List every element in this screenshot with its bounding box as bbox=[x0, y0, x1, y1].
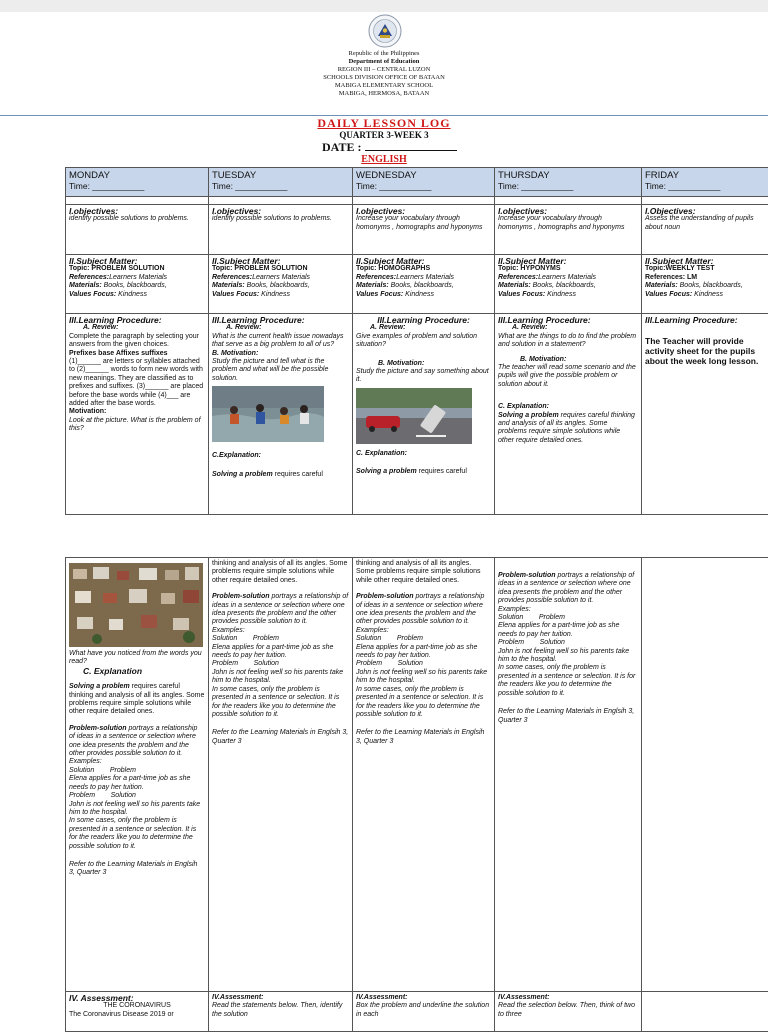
refer-text: Refer to the Learning Materials in Englsih 3, Quarter 3 bbox=[212, 729, 349, 746]
motivation-text: Study the picture and say something about it. bbox=[356, 368, 491, 385]
assessment-friday bbox=[642, 992, 768, 1032]
flood-rescue-photo bbox=[212, 386, 324, 442]
topic: Topic: PROBLEM SOLUTION bbox=[212, 265, 349, 273]
motivation-heading bbox=[498, 356, 638, 364]
ps-bold: Problem-solution bbox=[498, 572, 556, 579]
example-1: Elena applies for a part-time job as she needs to pay her tuition. bbox=[212, 644, 349, 661]
ref-value: Learners Materials bbox=[252, 274, 310, 281]
assessment-label: IV.Assessment: bbox=[356, 994, 491, 1002]
cases-text: In some cases, only the problem is presented in a sentence or selection. It is for the readers like you to determine the possible solution to it. bbox=[212, 686, 349, 720]
motivation-text: Look at the picture. What is the problem of this? bbox=[69, 417, 205, 434]
solving-cont: thinking and analysis of all its angles. Some problems require simple solutions while other require detailed ones. bbox=[212, 560, 349, 585]
quarter-label: QUARTER 3-WEEK 3 bbox=[0, 130, 768, 140]
problem-col: Problem bbox=[397, 635, 423, 642]
assessment-text: Read the statements below. Then, identify the solution bbox=[212, 1002, 349, 1019]
examples-label: Examples: bbox=[498, 606, 638, 614]
affixes-title: Prefixes base Affixes suffixes bbox=[69, 350, 205, 358]
procedure-thursday bbox=[495, 314, 642, 515]
refer-text: Refer to the Learning Materials in Englsih 3, Quarter 3 bbox=[498, 708, 638, 725]
review-text: Give examples of problem and solution situation? bbox=[356, 333, 491, 350]
subject-matter-tuesday bbox=[209, 255, 353, 314]
page-title: DAILY LESSON LOG bbox=[0, 116, 768, 131]
ref-value: Learners Materials bbox=[109, 274, 167, 281]
motivation-letter: B. bbox=[520, 356, 527, 363]
mat-label: Materials: bbox=[498, 282, 531, 289]
spacer-cell bbox=[353, 197, 495, 205]
solving-line bbox=[69, 683, 205, 691]
mat-label: Materials: bbox=[212, 282, 245, 289]
example-header-1 bbox=[498, 614, 638, 622]
problem-col: Problem bbox=[356, 660, 382, 667]
ps-rest: portrays a relationship of ideas in a sentence or selection where one idea presents the problem and the other provides possible solution to it. bbox=[69, 725, 197, 757]
motivation-text: The teacher will read some scenario and the pupils will give the possible problem or solution about it. bbox=[498, 364, 638, 389]
review-label: Review: bbox=[521, 324, 547, 331]
cases-text: In some cases, only the problem is presented in a sentence or selection. It is for the readers like you to determine the possible solution to it. bbox=[69, 817, 205, 851]
top-strip bbox=[0, 0, 768, 12]
procedure-monday bbox=[66, 314, 209, 515]
ref-value: Learners Materials bbox=[396, 274, 454, 281]
time-field: Time: ___________ bbox=[212, 181, 349, 191]
header-region: REGION III – CENTRAL LUZON bbox=[0, 66, 768, 74]
examples-label: Examples: bbox=[212, 627, 349, 635]
spacer-cell bbox=[209, 197, 353, 205]
subject-matter-label: II.Subject Matter: bbox=[356, 257, 491, 265]
solving-rest: requires careful thinking and analysis of all its angles. Some problems require simple solutions while other require detailed ones. bbox=[498, 412, 635, 444]
subject-matter-thursday bbox=[495, 255, 642, 314]
explanation-wednesday bbox=[353, 558, 495, 992]
mat-label: Materials: bbox=[645, 282, 678, 289]
ref-value: Learners Materials bbox=[538, 274, 596, 281]
assessment-text: Box the problem and underline the solution in each bbox=[356, 1002, 491, 1019]
explanation-heading bbox=[69, 667, 205, 675]
procedure-label: III.Learning Procedure: bbox=[498, 316, 638, 324]
problem-col: Problem bbox=[498, 639, 524, 646]
motivation-label: Motivation: bbox=[69, 408, 205, 416]
day-header-thursday bbox=[495, 168, 642, 197]
day-name: TUESDAY bbox=[212, 170, 349, 181]
solving-cont: thinking and analysis of all its angles. Some problems require simple solutions while other require detailed ones. bbox=[356, 560, 491, 585]
solution-col: Solution bbox=[398, 660, 423, 667]
explanation-heading: C.Explanation: bbox=[212, 452, 349, 460]
problem-col: Problem bbox=[69, 792, 95, 799]
references-line bbox=[356, 274, 491, 282]
procedure-label: III.Learning Procedure: bbox=[69, 316, 205, 324]
subject-matter-friday bbox=[642, 255, 768, 314]
objectives-label: I.objectives: bbox=[498, 207, 638, 215]
car-accident-photo bbox=[356, 388, 472, 444]
procedure-friday bbox=[642, 314, 768, 515]
objectives-tuesday bbox=[209, 205, 353, 255]
review-text: What are the things to do to find the problem and solution in a statement? bbox=[498, 333, 638, 350]
review-text: What is the current health issue nowadays that serve as a big problem to all of us? bbox=[212, 333, 349, 350]
ps-rest: portrays a relationship of ideas in a sentence or selection where one idea presents the problem and the other provides possible solution to it. bbox=[212, 593, 348, 625]
objectives-text: identify possible solutions to problems. bbox=[69, 215, 189, 222]
ps-bold: Problem-solution bbox=[69, 725, 127, 732]
materials-line bbox=[356, 282, 491, 290]
mat-value: Books, blackboards, bbox=[531, 282, 596, 289]
ps-bold: Problem-solution bbox=[356, 593, 414, 600]
objectives-label: I.objectives: bbox=[212, 207, 349, 215]
assessment-wednesday bbox=[353, 992, 495, 1032]
review-label: Review: bbox=[92, 324, 118, 331]
objectives-text: Increase your vocabulary through homonyms , homographs and hyponyms bbox=[356, 215, 482, 230]
references-line bbox=[69, 274, 205, 282]
objectives-friday bbox=[642, 205, 768, 255]
values-line bbox=[645, 291, 765, 299]
mat-value: Books, blackboards, bbox=[678, 282, 743, 289]
explanation-thursday bbox=[495, 558, 642, 992]
example-2: John is not feeling well so his parents take him to the hospital. bbox=[212, 669, 349, 686]
ref-label: References: bbox=[69, 274, 109, 281]
solution-col: Solution bbox=[111, 792, 136, 799]
ref-label: References: bbox=[498, 274, 538, 281]
solving-bold: Solving a problem bbox=[498, 412, 559, 419]
review-heading bbox=[212, 324, 349, 332]
objectives-label: I.objectives: bbox=[356, 207, 491, 215]
header-division: SCHOOLS DIVISION OFFICE OF BATAAN bbox=[0, 74, 768, 82]
objectives-label: I.Objectives: bbox=[645, 207, 765, 215]
val-value: Kindness bbox=[545, 291, 576, 298]
examples-label: Examples: bbox=[69, 758, 205, 766]
solving-bold: Solving a problem bbox=[356, 468, 417, 475]
spacer-cell bbox=[642, 197, 768, 205]
explanation-friday bbox=[642, 558, 768, 992]
subject-matter-label: II.Subject Matter: bbox=[645, 257, 765, 265]
explanation-letter: C. bbox=[83, 666, 92, 676]
motivation-heading bbox=[356, 360, 491, 368]
val-value: Kindness bbox=[259, 291, 290, 298]
review-letter: A. bbox=[226, 324, 233, 331]
ps-line bbox=[212, 593, 349, 627]
assessment-text: Read the selection below. Then, think of two to three bbox=[498, 1002, 638, 1019]
review-heading bbox=[498, 324, 638, 332]
assessment-tuesday bbox=[209, 992, 353, 1032]
cases-text: In some cases, only the problem is presented in a sentence or selection. It is for the readers like you to determine the possible solution to it. bbox=[356, 686, 491, 720]
date-field bbox=[322, 140, 457, 155]
solving-line bbox=[212, 471, 349, 479]
example-header-2 bbox=[356, 660, 491, 668]
materials-line bbox=[69, 282, 205, 290]
day-header-tuesday bbox=[209, 168, 353, 197]
explanation-heading: C. Explanation: bbox=[498, 403, 638, 411]
example-header-1 bbox=[356, 635, 491, 643]
example-header-2 bbox=[498, 639, 638, 647]
assessment-title: THE CORONAVIRUS bbox=[69, 1002, 205, 1010]
review-label: Review: bbox=[379, 324, 405, 331]
time-field: Time: ___________ bbox=[69, 181, 205, 191]
objectives-text: Increase your vocabulary through homonyms , homographs and hyponyms bbox=[498, 215, 624, 230]
explanation-heading: C. Explanation: bbox=[356, 450, 491, 458]
motivation-letter: B. bbox=[378, 360, 385, 367]
ps-line bbox=[356, 593, 491, 627]
lesson-table-1 bbox=[65, 167, 768, 515]
review-text: Complete the paragraph by selecting your answers from the given choices. bbox=[69, 333, 205, 350]
mat-value: Books, blackboards, bbox=[102, 282, 167, 289]
subject-matter-monday bbox=[66, 255, 209, 314]
ps-bold: Problem-solution bbox=[212, 593, 270, 600]
val-value: Kindness bbox=[116, 291, 147, 298]
motivation-heading: B. Motivation: bbox=[212, 350, 349, 358]
day-header-monday bbox=[66, 168, 209, 197]
explanation-tuesday bbox=[209, 558, 353, 992]
deped-seal-icon bbox=[368, 14, 402, 48]
procedure-wednesday bbox=[353, 314, 495, 515]
problem-col: Problem bbox=[253, 635, 279, 642]
spacer-cell bbox=[66, 197, 209, 205]
header-school: MABIGA ELEMENTARY SCHOOL bbox=[0, 82, 768, 90]
examples-label: Examples: bbox=[356, 627, 491, 635]
time-field: Time: ___________ bbox=[498, 181, 638, 191]
topic: Topic:WEEKLY TEST bbox=[645, 265, 765, 273]
explanation-label: Explanation bbox=[94, 666, 142, 676]
solving-rest: requires careful bbox=[130, 683, 180, 690]
topic: Topic: HYPONYMS bbox=[498, 265, 638, 273]
procedure-label: III.Learning Procedure: bbox=[356, 316, 491, 324]
header-republic: Republic of the Philippines bbox=[0, 50, 768, 58]
values-line bbox=[356, 291, 491, 299]
values-line bbox=[498, 291, 638, 299]
date-label: DATE : bbox=[322, 140, 361, 154]
example-2: John is not feeling well so his parents take him to the hospital. bbox=[356, 669, 491, 686]
val-label: Values Focus: bbox=[645, 291, 692, 298]
problem-col: Problem bbox=[539, 614, 565, 621]
review-heading bbox=[356, 324, 491, 332]
subject-matter-label: II.Subject Matter: bbox=[212, 257, 349, 265]
solution-col: Solution bbox=[540, 639, 565, 646]
references-lm: References: LM bbox=[645, 274, 765, 282]
review-letter: A. bbox=[512, 324, 519, 331]
mat-label: Materials: bbox=[356, 282, 389, 289]
header-department: Department of Education bbox=[0, 58, 768, 66]
objectives-text: identify possible solutions to problems. bbox=[212, 215, 332, 222]
monday-question: What have you noticed from the words you read? bbox=[69, 650, 202, 665]
review-label: Review: bbox=[235, 324, 261, 331]
topic: Topic: PROBLEM SOLUTION bbox=[69, 265, 205, 273]
values-line bbox=[212, 291, 349, 299]
example-1: Elena applies for a part-time job as she needs to pay her tuition. bbox=[69, 775, 205, 792]
school-header bbox=[0, 50, 768, 98]
example-header-1 bbox=[69, 767, 205, 775]
objectives-label: I.objectives: bbox=[69, 207, 205, 215]
time-field: Time: ___________ bbox=[356, 181, 491, 191]
materials-line bbox=[498, 282, 638, 290]
refer-text: Refer to the Learning Materials in Englsih 3, Quarter 3 bbox=[356, 729, 491, 746]
references-line bbox=[212, 274, 349, 282]
solving-rest: requires careful bbox=[273, 471, 323, 478]
objectives-monday bbox=[66, 205, 209, 255]
example-1: Elena applies for a part-time job as she needs to pay her tuition. bbox=[498, 622, 638, 639]
solution-col: Solution bbox=[212, 635, 237, 642]
mat-value: Books, blackboards, bbox=[389, 282, 454, 289]
day-name: MONDAY bbox=[69, 170, 205, 181]
solving-cont: thinking and analysis of all its angles. Some problems require simple solutions while other require detailed ones. bbox=[69, 692, 205, 717]
materials-line bbox=[645, 282, 765, 290]
mat-value: Books, blackboards, bbox=[245, 282, 310, 289]
procedure-label: III.Learning Procedure: bbox=[645, 316, 765, 324]
val-value: Kindness bbox=[692, 291, 723, 298]
objectives-thursday bbox=[495, 205, 642, 255]
solution-col: Solution bbox=[69, 767, 94, 774]
subject-matter-label: II.Subject Matter: bbox=[498, 257, 638, 265]
objectives-wednesday bbox=[353, 205, 495, 255]
ref-label: References: bbox=[356, 274, 396, 281]
ps-rest: portrays a relationship of ideas in a sentence or selection where one idea presents the problem and the other provides possible solution to it. bbox=[498, 572, 634, 604]
topic: Topic: HOMOGRAPHS bbox=[356, 265, 491, 273]
solution-col: Solution bbox=[254, 660, 279, 667]
example-2: John is not feeling well so his parents take him to the hospital. bbox=[498, 648, 638, 665]
explanation-monday bbox=[66, 558, 209, 992]
review-letter: A. bbox=[370, 324, 377, 331]
assessment-label: IV. Assessment: bbox=[69, 994, 205, 1002]
ps-rest: portrays a relationship of ideas in a sentence or selection where one idea presents the problem and the other provides possible solution to it. bbox=[356, 593, 484, 625]
solving-line bbox=[498, 412, 638, 446]
day-name: THURSDAY bbox=[498, 170, 638, 181]
spacer-cell bbox=[495, 197, 642, 205]
solution-col: Solution bbox=[498, 614, 523, 621]
example-header-1 bbox=[212, 635, 349, 643]
solution-col: Solution bbox=[356, 635, 381, 642]
example-header-2 bbox=[69, 792, 205, 800]
subject-label: ENGLISH bbox=[0, 154, 768, 165]
motivation-label: Motivation: bbox=[387, 360, 424, 367]
review-letter: A. bbox=[83, 324, 90, 331]
problem-col: Problem bbox=[110, 767, 136, 774]
solving-bold: Solving a problem bbox=[212, 471, 273, 478]
example-1: Elena applies for a part-time job as she needs to pay her tuition. bbox=[356, 644, 491, 661]
mat-label: Materials: bbox=[69, 282, 102, 289]
example-2: John is not feeling well so his parents take him to the hospital. bbox=[69, 801, 205, 818]
motivation-text: Study the picture and tell what is the problem and what will be the possible solution. bbox=[212, 358, 349, 383]
assessment-label: IV.Assessment: bbox=[212, 994, 349, 1002]
affixes-paragraph: (1)______ are letters or syllables attached to (2)______ words to form new words with new meanings. They are classified as to prefixes and suffixes. (3)______ are placed before the base words while (4)___ are added after the base words. bbox=[69, 358, 205, 408]
day-name: WEDNESDAY bbox=[356, 170, 491, 181]
val-value: Kindness bbox=[403, 291, 434, 298]
day-header-friday bbox=[642, 168, 768, 197]
problem-col: Problem bbox=[212, 660, 238, 667]
refer-text: Refer to the Learning Materials in Englsih 3, Quarter 3 bbox=[69, 861, 205, 878]
ps-line bbox=[498, 572, 638, 606]
procedure-label: III.Learning Procedure: bbox=[212, 316, 349, 324]
assessment-text: The Coronavirus Disease 2019 or bbox=[69, 1011, 205, 1019]
date-blank bbox=[365, 140, 457, 151]
val-label: Values Focus: bbox=[498, 291, 545, 298]
val-label: Values Focus: bbox=[69, 291, 116, 298]
cases-text: In some cases, only the problem is presented in a sentence or selection. It is for the readers like you to determine the possible solution to it. bbox=[498, 664, 638, 698]
references-line bbox=[498, 274, 638, 282]
ps-line bbox=[69, 725, 205, 759]
assessment-monday bbox=[66, 992, 209, 1032]
day-header-wednesday bbox=[353, 168, 495, 197]
materials-line bbox=[212, 282, 349, 290]
example-header-2 bbox=[212, 660, 349, 668]
time-field: Time: ___________ bbox=[645, 181, 765, 191]
header-address: MABIGA, HERMOSA, BATAAN bbox=[0, 90, 768, 98]
objectives-text: Assess the understanding of pupils about noun bbox=[645, 215, 754, 230]
ref-label: References: bbox=[212, 274, 252, 281]
motivation-label: Motivation: bbox=[529, 356, 566, 363]
values-line bbox=[69, 291, 205, 299]
day-name: FRIDAY bbox=[645, 170, 765, 181]
lesson-table-2 bbox=[65, 557, 768, 1032]
flooded-town-photo bbox=[69, 563, 203, 647]
assessment-label: IV.Assessment: bbox=[498, 994, 638, 1002]
solving-rest: requires careful bbox=[417, 468, 467, 475]
val-label: Values Focus: bbox=[356, 291, 403, 298]
val-label: Values Focus: bbox=[212, 291, 259, 298]
procedure-tuesday bbox=[209, 314, 353, 515]
subject-matter-label: II.Subject Matter: bbox=[69, 257, 205, 265]
review-heading bbox=[69, 324, 205, 332]
solving-line bbox=[356, 468, 491, 476]
assessment-thursday bbox=[495, 992, 642, 1032]
subject-matter-wednesday bbox=[353, 255, 495, 314]
friday-activity-text: The Teacher will provide activity sheet for the pupils about the week long lesson. bbox=[645, 336, 765, 366]
solving-bold: Solving a problem bbox=[69, 683, 130, 690]
